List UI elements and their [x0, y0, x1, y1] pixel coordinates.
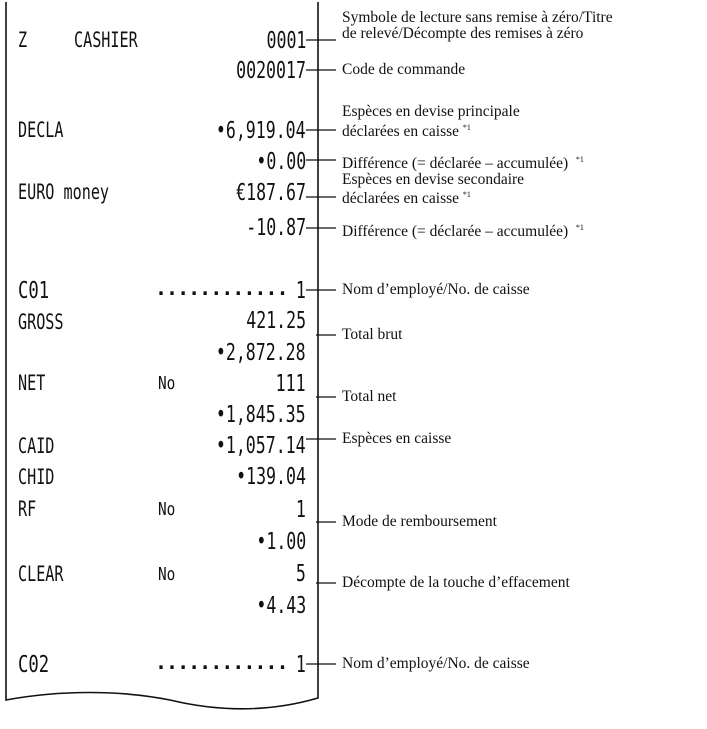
clear-label: CLEAR: [18, 562, 64, 586]
annotation-net: Total net: [342, 388, 397, 405]
leader-lines: [306, 40, 336, 664]
annotation-main-cash-line2: déclarées en caisse $^{*1}$: [342, 123, 471, 140]
annotation-order-code: Code de commande: [342, 61, 466, 78]
euro-label: EURO money: [18, 180, 110, 204]
rf-label: RF: [18, 497, 37, 521]
annotation-reset-symbol-line2: de relevé/Décompte des remises à zéro: [342, 25, 584, 42]
clerk-code-1: C01: [18, 278, 50, 304]
order-code: 0020017: [236, 58, 306, 84]
clerk-dots-2: ............: [155, 650, 288, 674]
annotation-clear: Décompte de la touche d’effacement: [342, 574, 570, 591]
annotation-cash-in-drawer: Espèces en caisse: [342, 430, 452, 447]
gross-count: 421.25: [246, 308, 306, 334]
clear-no: No: [158, 564, 176, 585]
net-label: NET: [18, 371, 46, 395]
chid-amount: •139.04: [236, 464, 306, 490]
clear-amount: •4.43: [256, 593, 306, 619]
annotation-secondary-cash-line1: Espèces en devise secondaire: [342, 171, 525, 188]
report-title: CASHIER: [74, 28, 138, 52]
clear-count: 5: [296, 561, 306, 587]
caid-amount: •1,057.14: [216, 433, 306, 459]
clerk-count-2: 1: [296, 652, 306, 678]
annotation-difference-2: Différence (= déclarée – accumulée) $^{*1}$: [342, 223, 584, 240]
clerk-count-1: 1: [296, 278, 306, 304]
annotation-clerk-1: Nom d’employé/No. de caisse: [342, 281, 530, 298]
annotation-main-cash-line1: Espèces en devise principale: [342, 103, 520, 120]
euro-difference: -10.87: [246, 215, 306, 241]
clerk-code-2: C02: [18, 652, 50, 678]
clerk-dots-1: ............: [155, 276, 288, 300]
decla-difference: •0.00: [256, 149, 306, 175]
gross-amount: •2,872.28: [216, 340, 306, 366]
annotation-clerk-2: Nom d’employé/No. de caisse: [342, 655, 530, 672]
chid-label: CHID: [18, 465, 55, 489]
caid-label: CAID: [18, 434, 55, 458]
decla-value: •6,919.04: [216, 118, 306, 144]
annotation-secondary-cash-line2: déclarées en caisse $^{*1}$: [342, 190, 471, 207]
net-amount: •1,845.35: [216, 402, 306, 428]
annotation-reset-symbol-line1: Symbole de lecture sans remise à zéro/Titre: [342, 9, 613, 26]
reset-count: 0001: [266, 28, 306, 54]
decla-label: DECLA: [18, 118, 64, 142]
gross-label: GROSS: [18, 310, 64, 334]
rf-count: 1: [296, 497, 306, 523]
net-no: No: [158, 373, 176, 394]
report-mode-symbol: Z: [18, 28, 28, 52]
euro-value: €187.67: [236, 180, 306, 206]
net-count: 111: [276, 371, 306, 397]
rf-amount: •1.00: [256, 529, 306, 555]
annotation-refund: Mode de remboursement: [342, 513, 497, 530]
annotation-gross: Total brut: [342, 326, 403, 343]
rf-no: No: [158, 499, 176, 520]
annotation-difference-1: Différence (= déclarée – accumulée) $^{*1}$: [342, 155, 584, 172]
